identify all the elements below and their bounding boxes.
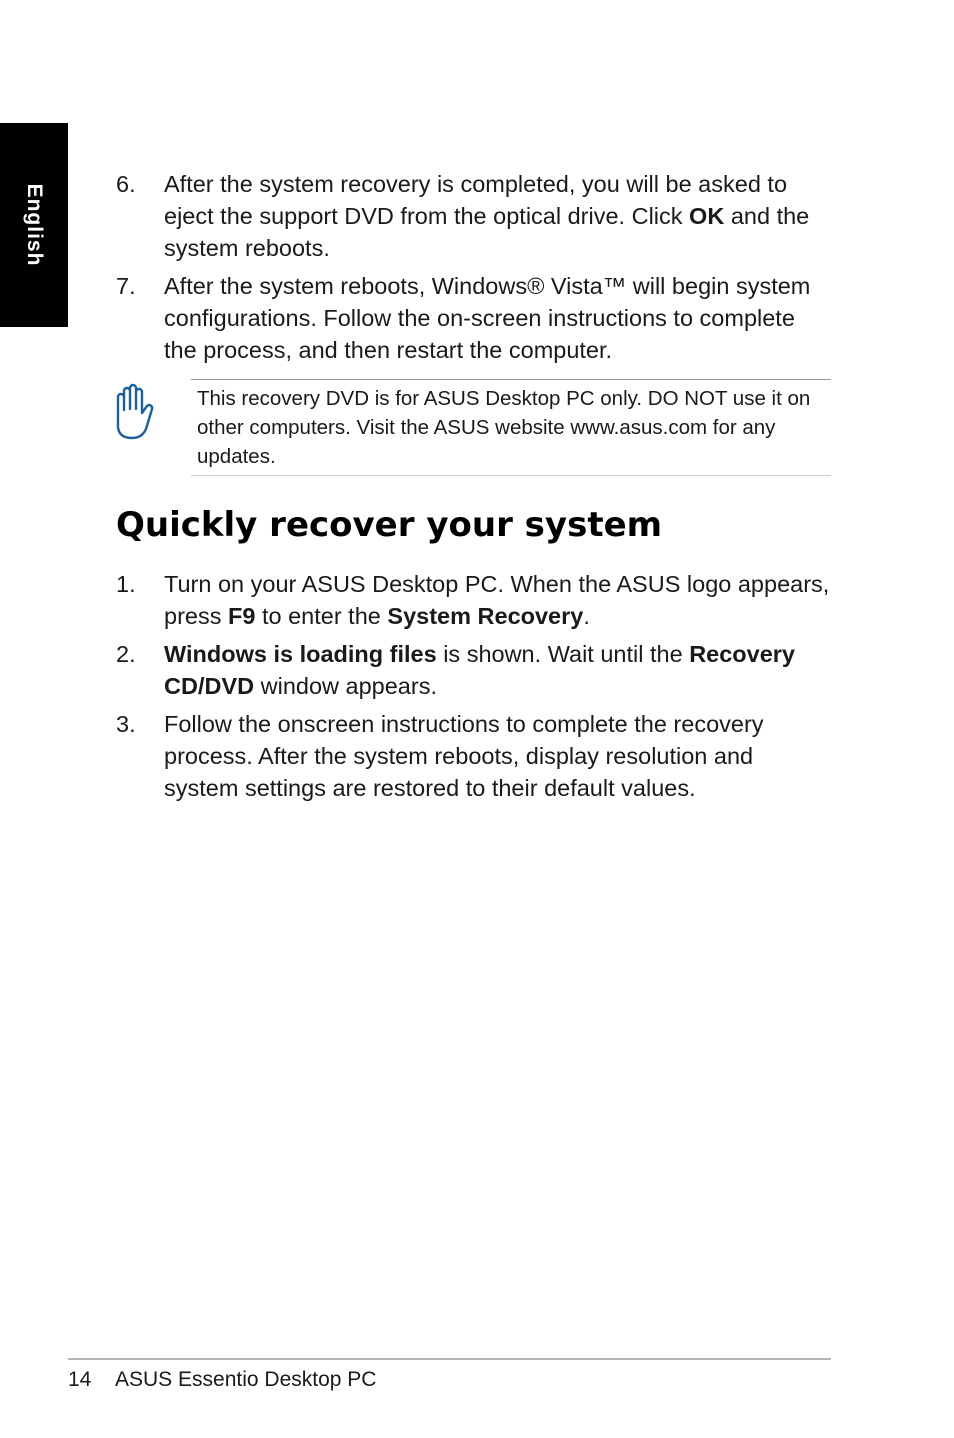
- language-tab-label: English: [23, 183, 46, 267]
- step-number: 6.: [116, 171, 136, 197]
- system-recovery-keyword: System Recovery: [387, 603, 584, 629]
- ok-keyword: OK: [689, 203, 725, 229]
- page-footer: [68, 1365, 376, 1395]
- steps-list: [116, 568, 831, 804]
- language-tab: [0, 123, 68, 327]
- loading-files-keyword: Windows is loading files: [164, 641, 437, 667]
- list-item: 1. Turn on your ASUS Desktop PC. When the ASUS logo appears, press F9 to enter the System Recovery.: [116, 568, 831, 632]
- page-number: 14: [68, 1368, 92, 1391]
- raised-hand-icon: [113, 383, 157, 441]
- warning-note: [191, 379, 831, 476]
- f9-key: F9: [228, 603, 256, 629]
- note-text: This recovery DVD is for ASUS Desktop PC only. DO NOT use it on other computers. Visit the ASUS website www.asus.com for any updates.: [197, 387, 811, 468]
- list-item: 6. After the system recovery is completed, you will be asked to eject the support DVD from the optical drive. Click OK and the system reboots.: [116, 168, 831, 264]
- list-item: 7. After the system reboots, Windows® Vista™ will begin system configurations. Follow the on-screen instructions to complete the process, and then restart the computer.: [116, 270, 831, 366]
- step-number: 2.: [116, 641, 136, 667]
- footer-title: ASUS Essentio Desktop PC: [115, 1368, 377, 1391]
- list-item: 2. Windows is loading files is shown. Wait until the Recovery CD/DVD window appears.: [116, 638, 831, 702]
- list-item: 3. Follow the onscreen instructions to complete the recovery process. After the system reboots, display resolution and system settings are restored to their default values.: [116, 708, 831, 804]
- recovery-cd-keyword: Recovery CD/DVD: [164, 641, 796, 699]
- step-number: 7.: [116, 273, 136, 299]
- footer-divider: [68, 1358, 831, 1360]
- step-number: 3.: [116, 711, 136, 737]
- step-number: 1.: [116, 571, 136, 597]
- section-heading: Quickly recover your system: [116, 505, 663, 545]
- steps-list-top: [116, 168, 831, 366]
